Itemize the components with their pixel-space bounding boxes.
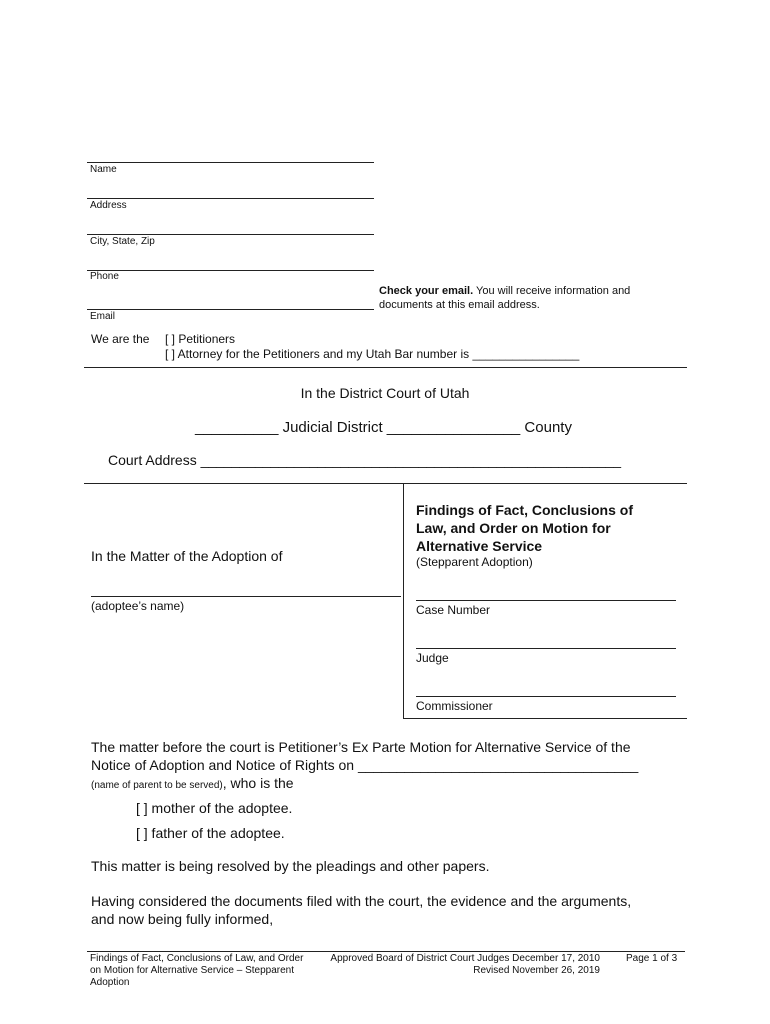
para3-line2: and now being fully informed, [91, 911, 274, 927]
phone-line[interactable] [87, 270, 374, 271]
address-label: Address [90, 200, 127, 211]
petitioners-checkbox[interactable]: [ ] Petitioners [165, 332, 236, 346]
city-state-zip-line[interactable] [87, 234, 374, 235]
considered-paragraph [91, 892, 631, 928]
court-title: In the District Court of Utah [300, 385, 470, 401]
document-subtitle: (Stepparent Adoption) [416, 555, 533, 569]
phone-label: Phone [90, 271, 119, 282]
footer-center-line1: Approved Board of District Court Judges December 17, 2010 [330, 953, 600, 964]
commissioner-line[interactable] [416, 696, 676, 697]
header-divider [84, 367, 687, 368]
judge-line[interactable] [416, 648, 676, 649]
mother-checkbox[interactable]: [ ] mother of the adoptee. [136, 800, 293, 816]
email-note-line1: You will receive information and [473, 285, 631, 297]
email-label: Email [90, 311, 116, 322]
doc-title-line3: Alternative Service [416, 538, 543, 554]
motion-paragraph [91, 738, 638, 795]
adoption-matter: In the Matter of the Adoption of [91, 548, 283, 564]
caption-divider [403, 483, 404, 719]
father-checkbox[interactable]: [ ] father of the adoptee. [136, 825, 285, 841]
email-note-line2: documents at this email address. [379, 299, 540, 311]
address-line[interactable] [87, 198, 374, 199]
case-number-line[interactable] [416, 600, 676, 601]
caption-top-line [84, 483, 687, 484]
doc-title-line2: Law, and Order on Motion for [416, 520, 611, 536]
para1-line3-rest: , who is the [222, 775, 294, 791]
adoptee-name-line[interactable] [91, 596, 401, 597]
page-number: Page 1 of 3 [626, 953, 678, 964]
commissioner-label: Commissioner [416, 699, 493, 713]
para1-line1: The matter before the court is Petitioner’s Ex Parte Motion for Alternative Service of the [91, 739, 631, 755]
footer-center-line2: Revised November 26, 2019 [473, 965, 600, 976]
footer-divider [87, 951, 685, 952]
caption-bottom-line [403, 718, 687, 719]
email-note-bold: Check your email. [379, 285, 474, 297]
footer-approval [320, 953, 600, 977]
attorney-checkbox[interactable]: [ ] Attorney for the Petitioners and my Utah Bar number is ________________ [165, 347, 580, 361]
city-state-zip-label: City, State, Zip [90, 236, 155, 247]
footer-form-title [90, 953, 303, 989]
email-line[interactable] [87, 309, 374, 310]
footer-left-line2: on Motion for Alternative Service – Stepparent [90, 965, 295, 976]
document-title [416, 501, 633, 555]
judge-label: Judge [416, 651, 449, 665]
footer-left-line3: Adoption [90, 977, 130, 988]
court-address-line[interactable]: Court Address ______________________________________________________ [108, 452, 622, 468]
email-note [379, 284, 679, 312]
para3-line1: Having considered the documents filed with the court, the evidence and the arguments, [91, 893, 632, 909]
pleadings-paragraph: This matter is being resolved by the pleadings and other papers. [91, 858, 490, 874]
name-label: Name [90, 164, 117, 175]
district-county-line[interactable]: __________ Judicial District ________________ County [195, 419, 572, 436]
parent-name-label: (name of parent to be served) [91, 780, 223, 791]
adoptee-name-label: (adoptee’s name) [91, 599, 185, 613]
case-number-label: Case Number [416, 603, 491, 617]
name-line[interactable] [87, 162, 374, 163]
footer-left-line1: Findings of Fact, Conclusions of Law, and Order [90, 953, 304, 964]
we-are-the: We are the [91, 332, 150, 346]
doc-title-line1: Findings of Fact, Conclusions of [416, 502, 633, 518]
para1-line2[interactable]: Notice of Adoption and Notice of Rights on ____________________________________ [91, 757, 639, 773]
